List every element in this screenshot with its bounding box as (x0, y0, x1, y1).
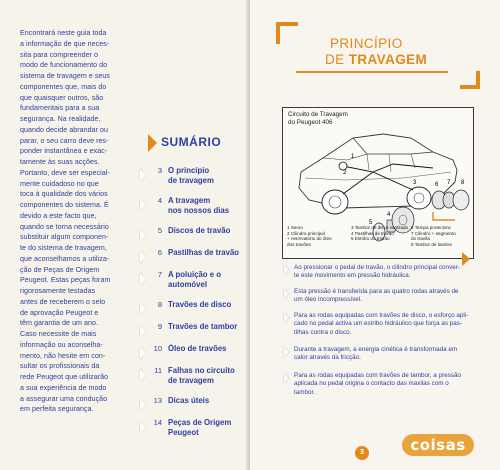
toc-label-line1: Dicas úteis (168, 396, 210, 405)
toc-label (168, 322, 248, 332)
toc-label-line1: Pastilhas de travão (168, 248, 240, 257)
arrow-right-icon (140, 303, 146, 315)
intro-line: toca à qualidade dos vários (20, 190, 108, 199)
page-title-line2 (325, 52, 427, 67)
intro-line: Encontrará neste guia toda (20, 29, 107, 37)
bullet-text (294, 264, 482, 281)
intro-line: componentes do sistema. É (20, 201, 109, 209)
bullet-arrow-icon (284, 265, 289, 275)
intro-line: quando decide abrandar ou (20, 125, 109, 134)
intro-line: Peugeot. Estas peças foram (20, 276, 111, 285)
legend-item: dos travões (287, 241, 311, 247)
callout-6: 6 (435, 182, 439, 188)
intro-line: fundamentais para a sua (20, 104, 100, 113)
corner-bracket-right (460, 71, 480, 89)
intro-line: a assegurar uma condução (20, 394, 108, 403)
intro-line: modo de funcionamento do (20, 61, 108, 70)
toc-page-number: 4 (157, 196, 162, 205)
intro-text (20, 28, 146, 415)
bullet-arrow-icon (284, 313, 289, 323)
legend-column-3 (411, 225, 456, 247)
toc-page-number: 14 (153, 418, 162, 427)
intro-line: a informação de que neces- (20, 39, 110, 48)
intro-line: em perfeita segurança. (20, 405, 94, 414)
intro-line: mente cuidadoso no que (20, 179, 99, 188)
arrow-right-icon (140, 169, 146, 181)
callout-3: 3 (413, 180, 417, 186)
bullet-line: aplicada no pedal origina o contacto das maxilas com o (294, 380, 449, 388)
bullet-arrow-icon (284, 347, 289, 357)
bullet-arrow-icon (284, 373, 289, 383)
bullet-line: calor através da fricção. (294, 354, 361, 362)
toc-label-line1: A travagem (168, 196, 211, 205)
legend-item: 8 Tambor de tambor (411, 241, 453, 247)
arrow-right-icon (140, 347, 146, 359)
bullet-text (294, 372, 482, 397)
arrow-right-icon (140, 199, 146, 211)
toc-label (168, 196, 248, 216)
intro-line: que quaisquer outros, são (20, 93, 104, 102)
bullet-text (294, 312, 482, 337)
bullet-text (294, 288, 482, 305)
legend-item: do travão (411, 236, 431, 241)
toc-page-number: 5 (157, 226, 162, 235)
toc-item[interactable] (148, 418, 246, 448)
arrow-right-icon (140, 229, 146, 241)
corner-bracket-top (276, 22, 298, 44)
legend-item: 1 Servo (287, 225, 303, 230)
toc-item[interactable] (148, 196, 246, 226)
legend-column-1 (287, 225, 332, 247)
toc-label (168, 270, 248, 290)
toc-header (148, 128, 246, 160)
intro-line: devido a este facto que, (20, 211, 97, 220)
bullet-line: Para as rodas equipadas com travões de tambor, a pressão (294, 372, 461, 379)
intro-line: sita para compreender o (20, 50, 99, 59)
arrow-right-icon (140, 325, 146, 337)
intro-line: parar, o seu carro deve res- (20, 136, 109, 145)
toc-label-line1: Peças de Origem (168, 418, 232, 427)
toc-label-line1: Travões de disco (168, 300, 232, 309)
legend-item: 3 Tambor de disco ventilado (351, 225, 409, 230)
arrow-right-icon (148, 134, 157, 152)
intro-line: te do sistema de travagem, (20, 244, 107, 252)
intro-line: Caso necessite de mais (20, 330, 97, 338)
bullet-line: tambor. (294, 388, 315, 396)
intro-line: rede Peugeot que utilizarão (20, 373, 109, 381)
toc-page-number: 13 (153, 396, 162, 405)
toc-label (168, 300, 248, 310)
intro-line: informação ou aconselha- (20, 340, 103, 349)
intro-line: substituir algum componen- (20, 233, 109, 242)
legend-item: 6 Tampa protectora (411, 225, 451, 230)
bullet-line: Para as rodas equipadas com travões de disco, o esforço apli- (294, 312, 469, 319)
callout-1: 1 (351, 154, 355, 160)
toc-page-number: 11 (154, 366, 162, 375)
intro-line: tamente às suas acções. (20, 158, 100, 166)
brake-circuit-figure (282, 107, 474, 259)
bullet-line: um óleo incompressível. (294, 296, 362, 304)
callout-7: 7 (447, 180, 451, 186)
legend-item: 4 Pastilhas de travão (351, 230, 394, 236)
legend-item: 5 Estribo do travão (351, 236, 390, 241)
bullet-line: cado no pedal activa um estribo hidráulico que força as pas- (294, 320, 463, 328)
intro-line: têm garantia de um ano. (20, 319, 99, 328)
toc-title: SUMÁRIO (161, 135, 222, 149)
toc-label-line1: Falhas no circuito (168, 366, 235, 375)
legend-column-2 (351, 225, 408, 242)
toc-page-number: 6 (157, 248, 162, 257)
toc-label (168, 166, 248, 186)
arrow-right-icon (140, 273, 146, 285)
bullet-line: te este movimento em pressão hidráulica. (294, 272, 411, 280)
toc-label (168, 396, 248, 406)
intro-line: componentes que, mais do (20, 82, 107, 91)
intro-line: sistema de travagem e seus (20, 72, 111, 80)
toc-label-line1: O princípio (168, 166, 210, 175)
intro-line: sultar os profissionais da (20, 362, 100, 371)
arrow-right-icon (140, 369, 146, 381)
legend-item: 2 Cilindro principal (287, 230, 325, 236)
page-title-bold: TRAVAGEM (348, 52, 428, 67)
intro-line: ponder instantânea e exac- (20, 147, 108, 156)
toc-label-line2: de travagem (168, 376, 214, 385)
figure-caption-line2: do Peugeot 406 (288, 118, 333, 126)
bullet-text (294, 346, 482, 363)
toc-page-number: 9 (157, 322, 162, 331)
bullet-line: Esta pressão é transferida para as quatro rodas através de (294, 288, 459, 295)
toc-item[interactable] (148, 366, 246, 396)
toc-label-line1: A poluição e o (168, 270, 221, 279)
toc-label (168, 366, 248, 386)
intro-line: mento, não hesite em con- (20, 351, 106, 360)
toc-label (168, 248, 248, 258)
intro-line: ção de Peças de Origem (20, 265, 100, 274)
callout-4: 4 (387, 212, 391, 218)
intro-line: a sua experiência de modo (20, 383, 107, 392)
toc-label-line1: Óleo de travões (168, 344, 227, 353)
arrow-right-icon (140, 399, 146, 411)
intro-line: antes de receberem o selo (20, 297, 106, 306)
intro-line: Portanto, deve ser especial- (20, 168, 110, 177)
figure-caption-line1: Circuito de Travagem (288, 111, 348, 118)
page-title-line1: PRINCÍPIO (330, 36, 403, 51)
toc-label (168, 344, 248, 354)
arrow-right-icon (140, 421, 146, 433)
toc-item[interactable] (148, 166, 246, 196)
legend-item: + reservatório do óleo (287, 236, 332, 241)
page-number: 3 (355, 446, 369, 460)
toc-page-number: 10 (153, 344, 162, 353)
bullet-line: tilhas contra o disco. (294, 328, 352, 336)
toc-label-line2: automóvel (168, 280, 207, 289)
title-underline (296, 71, 448, 73)
brand-logo: coisas (402, 434, 474, 456)
intro-line: rigorosamente testadas (20, 287, 96, 295)
toc-page-number: 7 (157, 270, 162, 279)
toc-page-number: 3 (157, 166, 162, 175)
toc-item[interactable] (148, 270, 246, 300)
callout-5: 5 (369, 220, 373, 226)
intro-line: quando se torna necessário (20, 222, 109, 231)
callout-2: 2 (343, 170, 347, 176)
callout-8: 8 (461, 180, 465, 186)
toc-label-line2: nos nossos dias (168, 206, 230, 215)
toc-label-line1: Discos de travão (168, 226, 231, 235)
toc-label-line2: Peugeot (168, 428, 199, 437)
legend-item: 7 Cilindro + segmento (411, 230, 456, 236)
toc-page-number: 8 (157, 300, 162, 309)
bullet-line: Durante a travagem, a energia cinética é transformada em (294, 346, 458, 353)
bullet-line: Ao pressionar o pedal de travão, o cilindro principal conver- (294, 264, 460, 271)
toc-label-line2: de travagem (168, 176, 214, 185)
toc-label (168, 418, 248, 438)
toc-label (168, 226, 248, 236)
page-title-prefix: DE (325, 52, 349, 67)
toc-label-line1: Travões de tambor (168, 322, 238, 331)
bullet-arrow-icon (284, 289, 289, 299)
intro-line: que aconselhamos a utiliza- (20, 254, 110, 263)
intro-line: segurança. Na realidade, (20, 115, 101, 123)
intro-line: de aprovação Peugeot e (20, 308, 99, 317)
arrow-right-icon (140, 251, 146, 263)
